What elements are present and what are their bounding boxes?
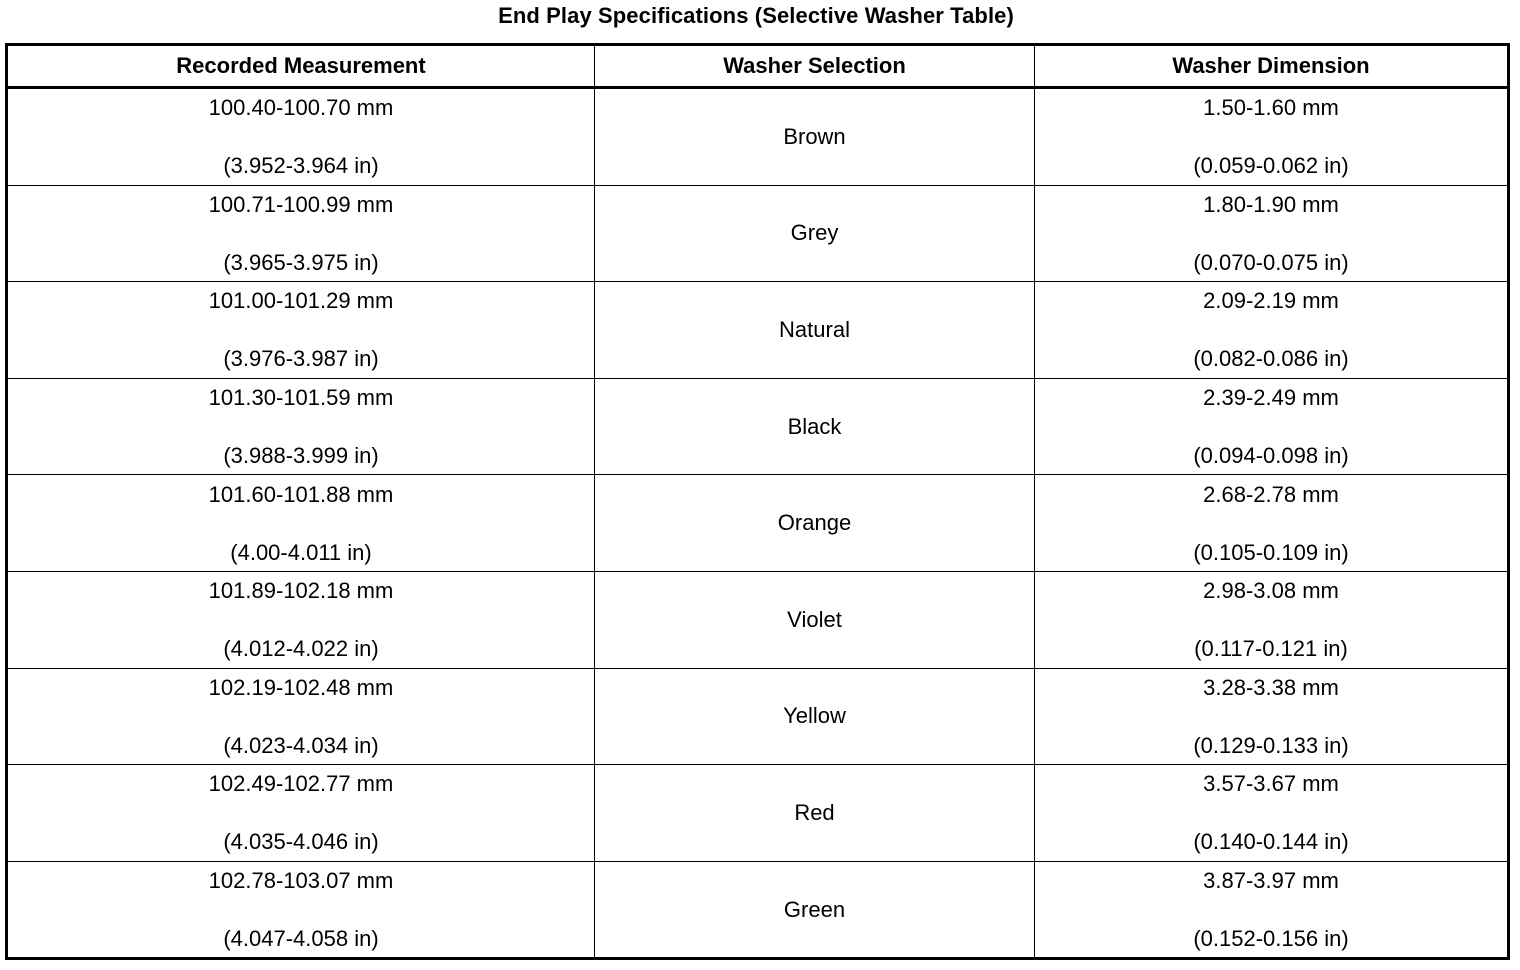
recorded-measurement-cell bbox=[7, 571, 595, 668]
washer-dimension-cell bbox=[1035, 668, 1509, 765]
dimension-in: (0.152-0.156 in) bbox=[1193, 926, 1349, 952]
measurement-in: (4.012-4.022 in) bbox=[223, 636, 379, 662]
dimension-mm: 2.98-3.08 mm bbox=[1203, 578, 1339, 604]
washer-selection-cell: Violet bbox=[595, 571, 1035, 668]
table-row bbox=[7, 765, 1509, 862]
dimension-in: (0.070-0.075 in) bbox=[1193, 249, 1349, 275]
recorded-measurement-cell bbox=[7, 88, 595, 186]
dimension-mm: 1.80-1.90 mm bbox=[1203, 191, 1339, 217]
table-row bbox=[7, 861, 1509, 959]
measurement-mm: 101.30-101.59 mm bbox=[208, 385, 394, 411]
measurement-mm: 102.78-103.07 mm bbox=[208, 868, 394, 894]
washer-selection-cell: Green bbox=[595, 861, 1035, 959]
washer-dimension-cell bbox=[1035, 282, 1509, 379]
dimension-mm: 3.57-3.67 mm bbox=[1203, 771, 1339, 797]
table-row bbox=[7, 668, 1509, 765]
table-title: End Play Specifications (Selective Washer Table) bbox=[498, 3, 1014, 28]
column-header-washer-dimension: Washer Dimension bbox=[1035, 45, 1509, 88]
dimension-in: (0.105-0.109 in) bbox=[1193, 539, 1349, 565]
washer-dimension-cell bbox=[1035, 571, 1509, 668]
table-row bbox=[7, 378, 1509, 475]
measurement-in: (4.047-4.058 in) bbox=[223, 926, 379, 952]
washer-selection-cell: Grey bbox=[595, 185, 1035, 282]
measurement-in: (3.988-3.999 in) bbox=[223, 443, 379, 469]
washer-selection-cell: Yellow bbox=[595, 668, 1035, 765]
dimension-in: (0.082-0.086 in) bbox=[1193, 346, 1349, 372]
measurement-in: (3.952-3.964 in) bbox=[223, 153, 379, 179]
table-row bbox=[7, 185, 1509, 282]
measurement-mm: 100.71-100.99 mm bbox=[208, 191, 394, 217]
washer-selection-cell: Natural bbox=[595, 282, 1035, 379]
measurement-in: (3.965-3.975 in) bbox=[223, 249, 379, 275]
measurement-mm: 101.89-102.18 mm bbox=[208, 578, 394, 604]
dimension-in: (0.129-0.133 in) bbox=[1193, 732, 1349, 758]
column-header-washer-selection: Washer Selection bbox=[595, 45, 1035, 88]
recorded-measurement-cell bbox=[7, 378, 595, 475]
measurement-mm: 102.19-102.48 mm bbox=[208, 674, 394, 700]
measurement-in: (4.035-4.046 in) bbox=[223, 829, 379, 855]
table-row bbox=[7, 88, 1509, 186]
measurement-in: (3.976-3.987 in) bbox=[223, 346, 379, 372]
washer-dimension-cell bbox=[1035, 861, 1509, 959]
dimension-in: (0.117-0.121 in) bbox=[1194, 636, 1348, 662]
recorded-measurement-cell bbox=[7, 185, 595, 282]
dimension-mm: 1.50-1.60 mm bbox=[1203, 95, 1339, 121]
measurement-in: (4.023-4.034 in) bbox=[223, 732, 379, 758]
table-row bbox=[7, 282, 1509, 379]
measurement-mm: 101.00-101.29 mm bbox=[208, 288, 394, 314]
recorded-measurement-cell bbox=[7, 861, 595, 959]
dimension-in: (0.140-0.144 in) bbox=[1193, 829, 1349, 855]
washer-selection-cell: Red bbox=[595, 765, 1035, 862]
measurement-mm: 100.40-100.70 mm bbox=[208, 95, 394, 121]
washer-dimension-cell bbox=[1035, 765, 1509, 862]
recorded-measurement-cell bbox=[7, 282, 595, 379]
washer-dimension-cell bbox=[1035, 378, 1509, 475]
measurement-mm: 102.49-102.77 mm bbox=[208, 771, 394, 797]
washer-selection-cell: Orange bbox=[595, 475, 1035, 572]
washer-selection-cell: Brown bbox=[595, 88, 1035, 186]
recorded-measurement-cell bbox=[7, 765, 595, 862]
dimension-in: (0.059-0.062 in) bbox=[1193, 153, 1349, 179]
dimension-mm: 2.09-2.19 mm bbox=[1203, 288, 1339, 314]
table-row bbox=[7, 571, 1509, 668]
washer-dimension-cell bbox=[1035, 88, 1509, 186]
dimension-mm: 3.87-3.97 mm bbox=[1203, 868, 1339, 894]
measurement-in: (4.00-4.011 in) bbox=[230, 539, 372, 565]
measurement-mm: 101.60-101.88 mm bbox=[208, 481, 394, 507]
table-row bbox=[7, 475, 1509, 572]
column-header-recorded-measurement: Recorded Measurement bbox=[7, 45, 595, 88]
washer-dimension-cell bbox=[1035, 475, 1509, 572]
washer-dimension-cell bbox=[1035, 185, 1509, 282]
recorded-measurement-cell bbox=[7, 475, 595, 572]
recorded-measurement-cell bbox=[7, 668, 595, 765]
header-row bbox=[7, 45, 1509, 88]
washer-selection-cell: Black bbox=[595, 378, 1035, 475]
dimension-mm: 2.39-2.49 mm bbox=[1203, 385, 1339, 411]
dimension-in: (0.094-0.098 in) bbox=[1193, 443, 1349, 469]
dimension-mm: 2.68-2.78 mm bbox=[1203, 481, 1339, 507]
selective-washer-table bbox=[5, 43, 1510, 960]
dimension-mm: 3.28-3.38 mm bbox=[1203, 674, 1339, 700]
